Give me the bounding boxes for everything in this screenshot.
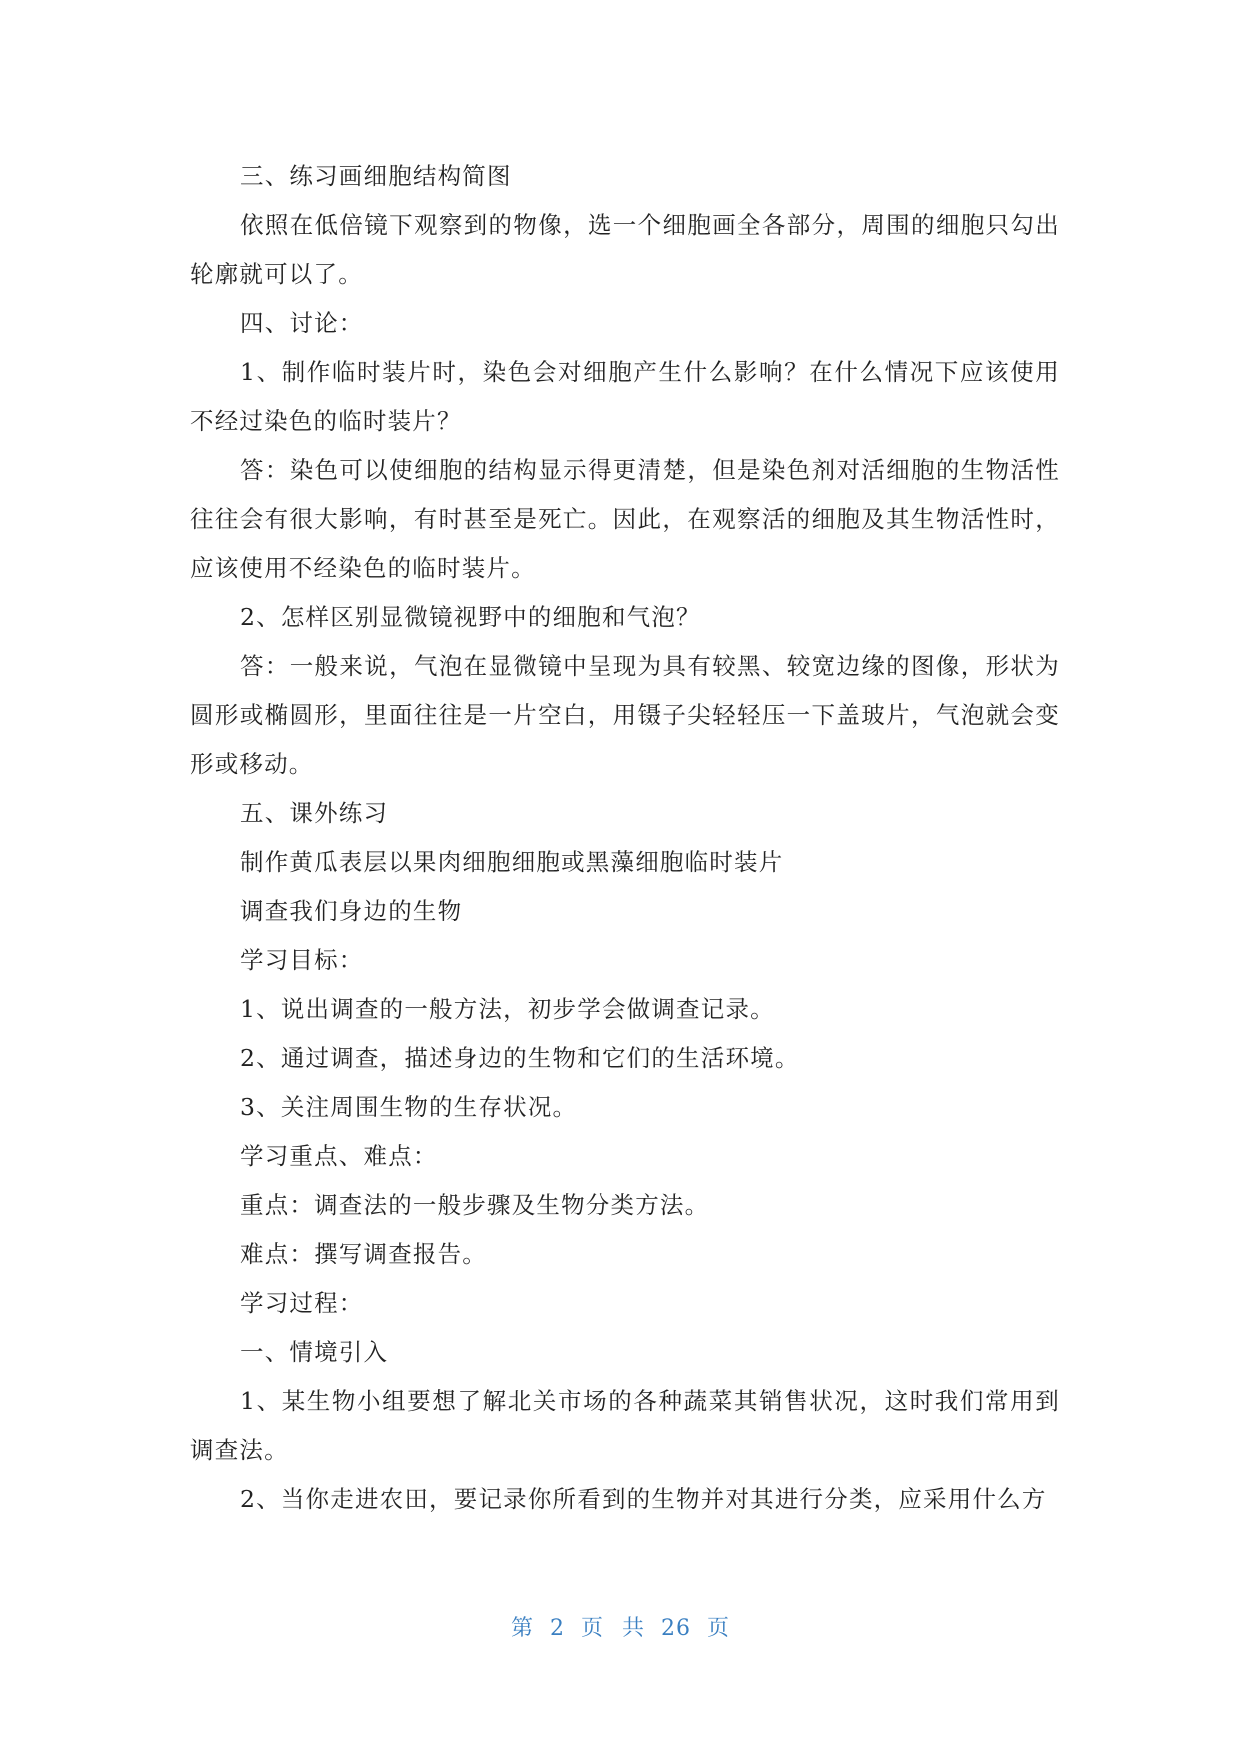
footer-middle: 页 共 — [581, 1616, 645, 1641]
footer-total-pages: 26 — [661, 1616, 691, 1641]
heading-scenario-intro: 一、情境引入 — [240, 1338, 389, 1366]
heading-learning-process: 学习过程： — [240, 1289, 364, 1317]
section-heading-extracurricular: 五、课外练习 — [240, 799, 389, 827]
heading-learning-objectives: 学习目标： — [240, 946, 364, 974]
answer-2: 答：一般来说，气泡在显微镜中呈现为具有较黑、较宽边缘的图像，形状为圆形或椭圆形，里面往往是一片空白，用镊子尖轻轻压一下盖玻片，气泡就会变形或移动。 — [190, 652, 1060, 778]
objective-3: 3、关注周围生物的生存状况。 — [240, 1093, 578, 1121]
scenario-2: 2、当你走进农田，要记录你所看到的生物并对其进行分类，应采用什么方 — [240, 1485, 1047, 1513]
heading-key-points: 学习重点、难点： — [240, 1142, 438, 1170]
question-1: 1、制作临时装片时，染色会对细胞产生什么影响？在什么情况下应该使用不经过染色的临时装片？ — [190, 358, 1060, 435]
section-heading-discussion: 四、讨论： — [240, 309, 364, 337]
section-heading-drawing: 三、练习画细胞结构简图 — [240, 162, 512, 190]
footer-current-page: 2 — [550, 1616, 565, 1641]
difficult-point: 难点：撰写调查报告。 — [240, 1240, 487, 1268]
footer-suffix: 页 — [707, 1616, 731, 1641]
scenario-1: 1、某生物小组要想了解北关市场的各种蔬菜其销售状况，这时我们常用到调查法。 — [190, 1387, 1060, 1464]
paragraph-drawing-instructions: 依照在低倍镜下观察到的物像，选一个细胞画全各部分，周围的细胞只勾出轮廓就可以了。 — [190, 211, 1060, 288]
key-point: 重点：调查法的一般步骤及生物分类方法。 — [240, 1191, 710, 1219]
document-body — [190, 152, 1060, 1524]
answer-1: 答：染色可以使细胞的结构显示得更清楚，但是染色剂对活细胞的生物活性往往会有很大影响，有时甚至是死亡。因此，在观察活的细胞及其生物活性时，应该使用不经染色的临时装片。 — [190, 456, 1060, 582]
footer-prefix: 第 — [510, 1616, 534, 1641]
objective-2: 2、通过调查，描述身边的生物和它们的生活环境。 — [240, 1044, 800, 1072]
paragraph-extracurricular-task: 制作黄瓜表层以果肉细胞细胞或黑藻细胞临时装片 — [240, 848, 784, 876]
question-2: 2、怎样区别显微镜视野中的细胞和气泡？ — [240, 603, 701, 631]
lesson-title: 调查我们身边的生物 — [240, 897, 463, 925]
objective-1: 1、说出调查的一般方法，初步学会做调查记录。 — [240, 995, 775, 1023]
page-footer — [0, 1611, 1241, 1642]
